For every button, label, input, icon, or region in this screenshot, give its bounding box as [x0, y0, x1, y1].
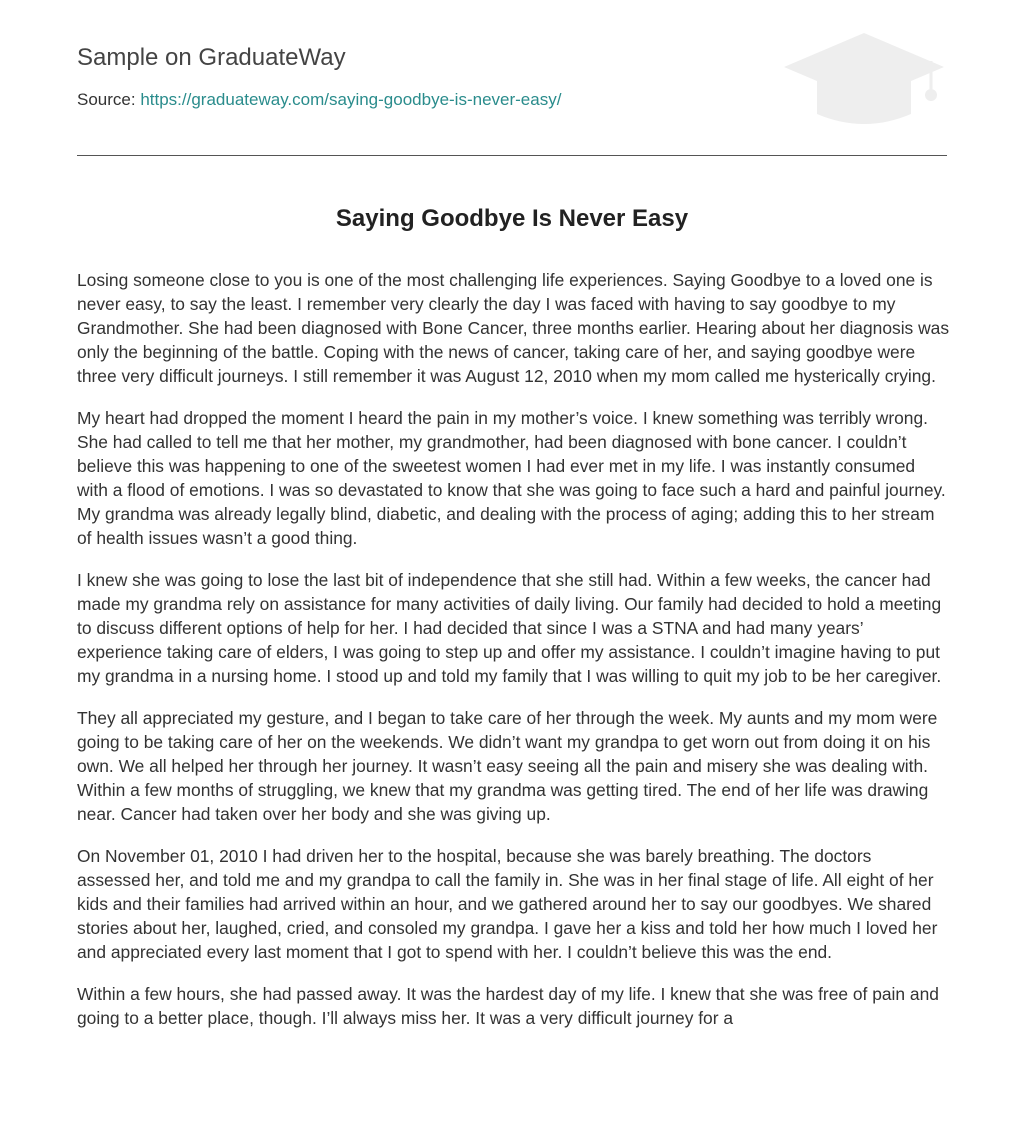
essay-paragraph: On November 01, 2010 I had driven her to the hospital, because she was barely breathing. The doctors assessed her, and told me and my grandpa to call the family in. She was in her final stage of life. All eight of her kids and their families had arrived within an hour, and we gathered around her to say our goodbyes. We shared stories about her, laughed, cried, and consoled my grandpa. I gave her a kiss and told her how much I loved her and appreciated every last moment that I got to spend with her. I couldn’t believe this was the end.: [77, 846, 938, 962]
source-line: [77, 90, 561, 110]
essay-paragraph: Losing someone close to you is one of the most challenging life experiences. Saying Goodbye to a loved one is never easy, to say the least. I remember very clearly the day I was faced with having to say goodbye to my Grandmother. She had been diagnosed with Bone Cancer, three months earlier. Hearing about her diagnosis was only the beginning of the battle. Coping with the news of cancer, taking care of her, and saying goodbye were three very difficult journeys. I still remember it was August 12, 2010 when my mom called me hysterically crying.: [77, 270, 950, 386]
source-label: Source:: [77, 90, 136, 109]
essay-paragraph: They all appreciated my gesture, and I began to take care of her through the week. My aunts and my mom were going to be taking care of her on the weekends. We didn’t want my grandpa to get worn out from doing it on his own. We all helped her through her journey. It wasn’t easy seeing all the pain and misery she was dealing with. Within a few months of struggling, we knew that my grandma was getting tired. The end of her life was drawing near. Cancer had taken over her body and she was giving up.: [77, 708, 938, 824]
graduation-cap-icon: [780, 30, 948, 134]
site-name: Sample on GraduateWay: [77, 44, 346, 71]
page-header: [77, 0, 947, 156]
source-link[interactable]: https://graduateway.com/saying-goodbye-is-never-easy/: [140, 90, 562, 109]
header-divider: [77, 155, 947, 156]
essay-paragraph: I knew she was going to lose the last bit of independence that she still had. Within a few weeks, the cancer had made my grandma rely on assistance for many activities of daily living. Our family had decided to hold a meeting to discuss different options of help for her. I had decided that since I was a STNA and had many years’ experience taking care of elders, I was going to step up and offer my assistance. I couldn’t imagine having to put my grandma in a nursing home. I stood up and told my family that I was willing to quit my job to be her caregiver.: [77, 570, 942, 686]
essay-paragraph: Within a few hours, she had passed away. It was the hardest day of my life. I knew that she was free of pain and going to a better place, though. I’ll always miss her. It was a very difficult journey for a: [77, 984, 939, 1028]
essay-title: Saying Goodbye Is Never Easy: [335, 205, 689, 232]
essay-paragraph: My heart had dropped the moment I heard the pain in my mother’s voice. I knew something was terribly wrong. She had called to tell me that her mother, my grandmother, had been diagnosed with bone cancer. I couldn’t believe this was happening to one of the sweetest women I had ever met in my life. I was instantly consumed with a flood of emotions. I was so devastated to know that she was going to face such a hard and painful journey. My grandma was already legally blind, diabetic, and dealing with the process of aging; adding this to her stream of health issues wasn’t a good thing.: [77, 408, 946, 548]
essay-body: [77, 268, 949, 1048]
